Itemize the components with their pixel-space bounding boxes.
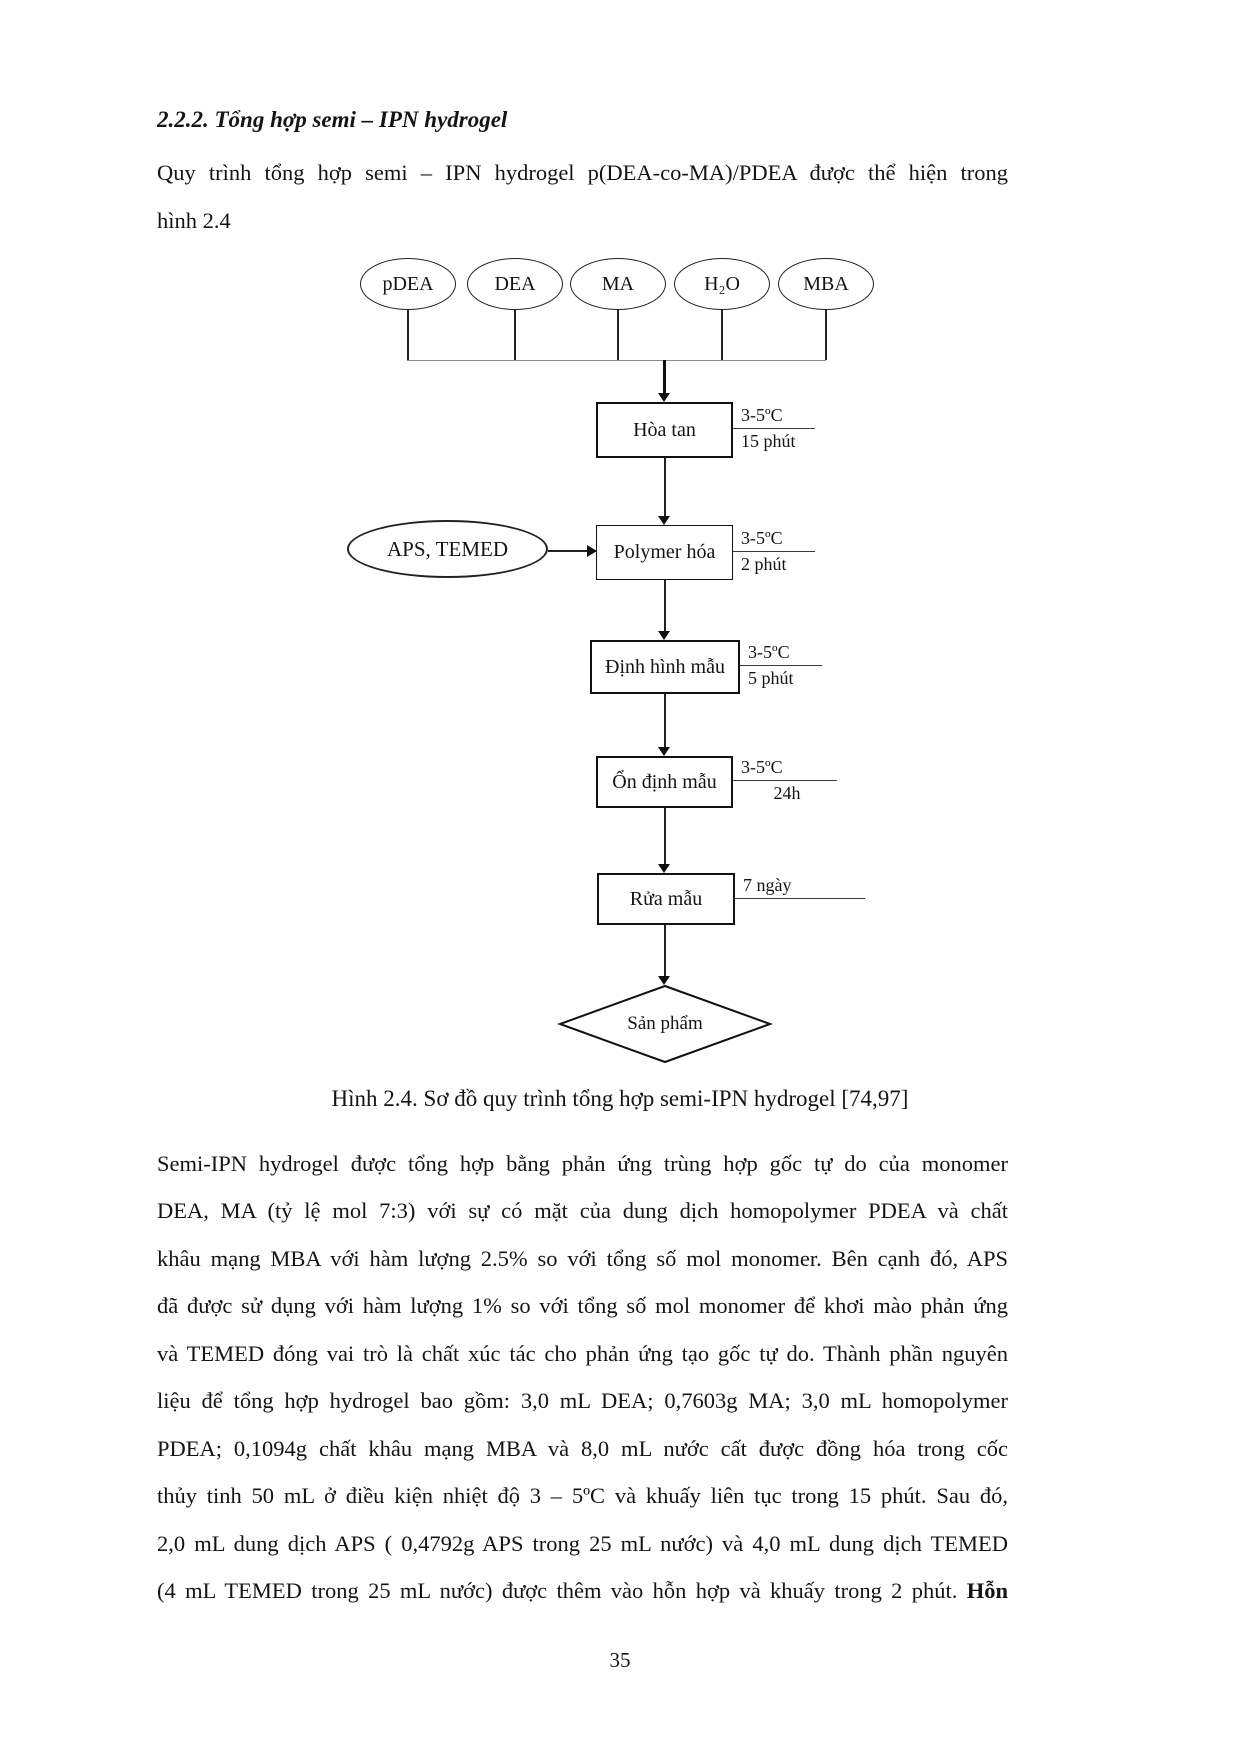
- source-label: MA: [601, 272, 635, 295]
- condition-temp: 3-5ºC: [733, 527, 815, 552]
- condition-note: [733, 527, 815, 577]
- body-line: Semi-IPN hydrogel được tổng hợp bằng phản ứng trùng hợp gốc tự do của monomer: [157, 1151, 1008, 1176]
- connector-stub: [407, 310, 409, 360]
- step-label: Ổn định mẫu: [612, 770, 717, 793]
- flow-arrow-line: [664, 694, 666, 747]
- source-label: pDEA: [382, 272, 434, 295]
- intro-paragraph-line-2: hình 2.4: [157, 208, 231, 233]
- step-label: Định hình mẫu: [605, 655, 725, 678]
- body-line-text: (4 mL TEMED trong 25 mL nước) được thêm vào hỗn hợp và khuấy trong 2 phút.: [157, 1578, 967, 1603]
- figure-caption: Hình 2.4. Sơ đồ quy trình tổng hợp semi-IPN hydrogel [74,97]: [331, 1086, 909, 1111]
- step-label: Rửa mẫu: [629, 887, 703, 910]
- step-label: Hòa tan: [633, 418, 696, 441]
- body-line: và TEMED đóng vai trò là chất xúc tác cho phản ứng tạo gốc tự do. Thành phần nguyên: [157, 1341, 1008, 1366]
- collector-line: [407, 360, 826, 361]
- flow-arrow-line: [663, 360, 666, 394]
- body-line: [157, 1575, 1008, 1607]
- body-line: liệu để tổng hợp hydrogel bao gồm: 3,0 mL DEA; 0,7603g MA; 3,0 mL homopolymer: [157, 1388, 1008, 1413]
- condition-note: [735, 874, 865, 900]
- side-input-ellipse-aps-temed: [347, 520, 548, 578]
- flow-arrow-line: [664, 580, 666, 631]
- condition-time: 15 phút: [741, 431, 796, 452]
- condition-temp: 3-5ºC: [733, 756, 837, 781]
- step-box-hoa-tan: [596, 402, 733, 458]
- condition-temp: 3-5ºC: [740, 641, 822, 666]
- condition-note: [733, 756, 837, 806]
- source-ellipse-h2o: [674, 258, 770, 310]
- step-label: Polymer hóa: [613, 541, 716, 563]
- page-number: 35: [609, 1648, 631, 1672]
- connector-stub: [617, 310, 619, 360]
- body-line: đã được sử dụng với hàm lượng 1% so với tổng số mol monomer để khơi mào phản ứng: [157, 1293, 1008, 1318]
- source-ellipse-mba: [778, 258, 874, 310]
- section-heading: 2.2.2. Tổng hợp semi – IPN hydrogel: [157, 107, 508, 132]
- body-line: thủy tinh 50 mL ở điều kiện nhiệt độ 3 – 5ºC và khuấy liên tục trong 15 phút. Sau đó,: [157, 1483, 1008, 1508]
- side-input-label: APS, TEMED: [387, 536, 508, 561]
- arrow-down-icon: [658, 864, 670, 873]
- source-label: MBA: [803, 272, 849, 295]
- condition-time: 7 ngày: [735, 874, 865, 899]
- arrow-down-icon: [658, 631, 670, 640]
- condition-time: 2 phút: [741, 554, 787, 575]
- step-box-rua-mau: [597, 873, 735, 925]
- condition-extra: [735, 899, 865, 900]
- body-line: 2,0 mL dung dịch APS ( 0,4792g APS trong 25 mL nước) và 4,0 mL dung dịch TEMED: [157, 1531, 1008, 1556]
- body-line: DEA, MA (tỷ lệ mol 7:3) với sự có mặt của dung dịch homopolymer PDEA và chất: [157, 1198, 1008, 1223]
- body-line: khâu mạng MBA với hàm lượng 2.5% so với tổng số mol monomer. Bên cạnh đó, APS: [157, 1246, 1008, 1271]
- condition-note: [740, 641, 822, 691]
- condition-time: 5 phút: [748, 668, 794, 689]
- condition-time: 24h: [773, 783, 801, 804]
- flow-arrow-line: [664, 808, 666, 864]
- flow-arrow-line: [664, 458, 666, 517]
- body-line-bold-word: Hỗn: [966, 1578, 1008, 1603]
- arrow-down-icon: [658, 393, 670, 402]
- arrow-down-icon: [658, 516, 670, 525]
- step-box-polymer-hoa: [596, 525, 733, 580]
- intro-paragraph-line-1: Quy trình tổng hợp semi – IPN hydrogel p(DEA-co-MA)/PDEA được thể hiện trong: [157, 160, 1008, 185]
- result-label: Sản phẩm: [627, 1013, 703, 1034]
- side-arrow-line: [548, 550, 588, 552]
- source-label: DEA: [494, 272, 536, 295]
- connector-stub: [825, 310, 827, 360]
- source-ellipse-pdea: [360, 258, 456, 310]
- source-label: H₂O: [704, 272, 740, 295]
- step-box-on-dinh-mau: [596, 756, 733, 808]
- arrow-down-icon: [658, 747, 670, 756]
- source-ellipse-dea: [467, 258, 563, 310]
- connector-stub: [721, 310, 723, 360]
- condition-temp: 3-5ºC: [733, 404, 815, 429]
- body-line: PDEA; 0,1094g chất khâu mạng MBA và 8,0 mL nước cất được đồng hóa trong cốc: [157, 1436, 1008, 1461]
- flow-arrow-line: [664, 925, 666, 976]
- connector-stub: [514, 310, 516, 360]
- condition-note: [733, 404, 815, 454]
- step-box-dinh-hinh-mau: [590, 640, 740, 694]
- source-ellipse-ma: [570, 258, 666, 310]
